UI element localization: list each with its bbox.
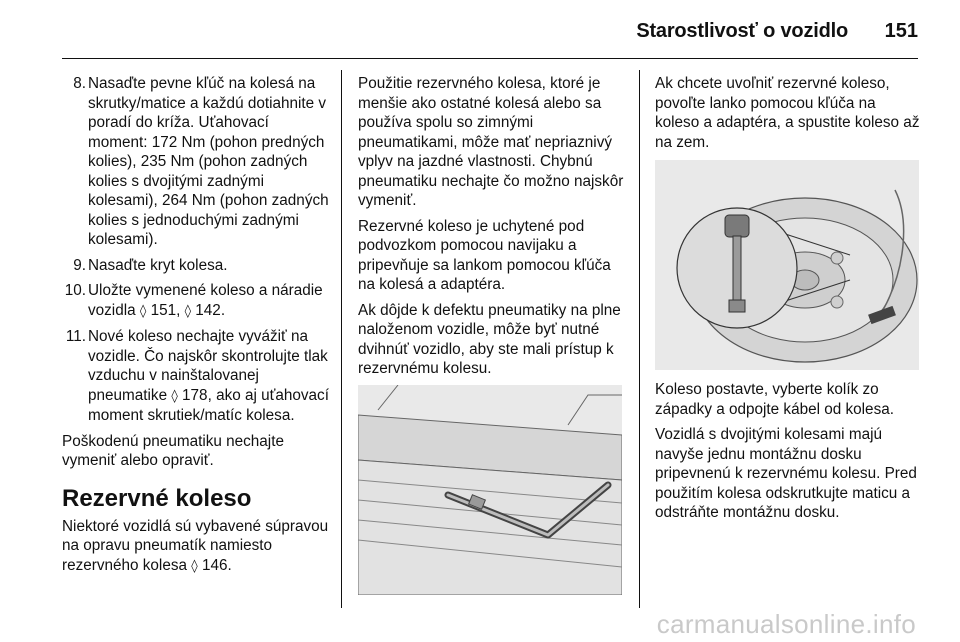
column-divider [341,70,342,608]
page-ref-link[interactable]: 178 [182,386,208,404]
page-number: 151 [884,20,918,42]
list-item: 10. Uložte vymenené koleso a náradie vozidla ◊ 151, ◊ 142. [64,282,323,319]
column-middle [358,74,628,595]
spare-wheel-tool-illustration [358,385,622,595]
column-right [655,74,923,529]
note-text: Poškodenú pneumatiku nechajte vymeniť alebo opraviť. [62,432,284,469]
body-text: Ak chcete uvoľniť rezervné koleso, povoľte lanko pomocou kľúča na koleso a adaptéra, a spustite koleso až na zem. [655,75,920,151]
body-text: Niektoré vozidlá sú vybavené súpravou na opravu pneumatík namiesto rezervného kolesa ◊ 146. [62,517,329,574]
page-ref-link[interactable]: 151 [150,301,177,319]
body-text: Koleso postavte, vyberte kolík zo západky a odpojte kábel od kolesa. [655,381,894,418]
watermark: carmanualsonline.info [656,609,916,639]
page-ref-icon[interactable]: ◊ [139,303,147,319]
column-divider [639,70,640,608]
spare-wheel-winch-illustration [655,160,919,370]
section-heading: Rezervné koleso [62,484,252,512]
list-item: 8. Nasaďte pevne kľúč na kolesá na skrutky/matice a každú dotiahnite v poradí do kríža. Uťahovací moment: 172 Nm (pohon predných kolies), 235 Nm (pohon zadných kolies s dvojitými zadnými kolesami), 264 Nm (pohon zadných kolies s jednoduchými zadnými kolesami). [73,75,329,248]
list-item: 9. Nasaďte kryt kolesa. [73,256,228,274]
body-text: Rezervné koleso je uchytené pod podvozkom pomocou navijaku a pripevňuje sa lankom pomocou kľúča na kolesá a adaptéra. [358,217,611,293]
page-ref-link[interactable]: 142 [195,301,221,319]
column-left [62,74,330,582]
body-text: Vozidlá s dvojitými kolesami majú navyše jednu montážnu dosku pripevnenú k rezervnému kolesu. Pred použitím kolesa odskrutkujte maticu a odstráňte montážnu dosku. [655,426,917,521]
page-ref-link[interactable]: 146 [201,556,228,574]
page-ref-icon[interactable]: ◊ [171,388,178,404]
body-text: Ak dôjde k defektu pneumatiky na plne naloženom vozidle, môže byť nutné dvihnúť vozidlo, aby ste mali prístup k rezervnému kolesu. [358,301,621,377]
body-text: Použitie rezervného kolesa, ktoré je menšie ako ostatné kolesá alebo sa používa spolu so zimnými pneumatikami, môže mať nepriaznivý vplyv na jazdné vlastnosti. Chybnú pneumatiku nechajte čo možno najskôr vymeniť. [358,75,624,209]
page-ref-icon[interactable]: ◊ [184,303,192,319]
page-header [62,18,918,59]
list-item: 11. Nové koleso nechajte vyvážiť na vozidle. Čo najskôr skontrolujte tlak vzduchu v nainštalovanej pneumatike ◊ 178, ako aj uťahovací moment skrutiek/matíc kolesa. [65,328,329,424]
page-ref-icon[interactable]: ◊ [191,558,198,574]
page-title: Starostlivosť o vozidlo [636,20,848,42]
